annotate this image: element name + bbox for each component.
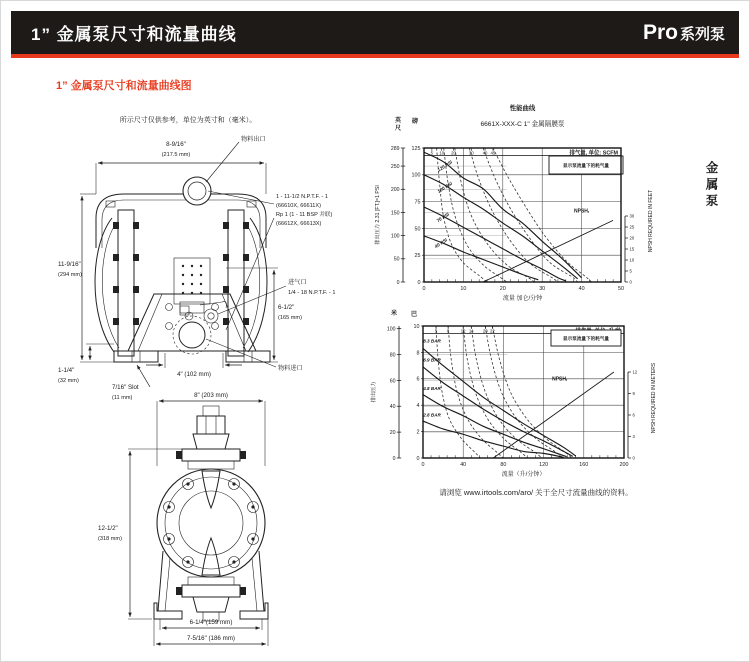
note-box-text: 显示泵流量下的耗气量: [563, 335, 609, 341]
pressure-tick-label: 25: [414, 253, 421, 260]
rect-shape: [118, 210, 134, 356]
rect-shape: [223, 286, 229, 293]
npsh-tick-label: 0: [629, 279, 632, 285]
npsh-tick-label: 6: [632, 412, 635, 418]
air-height-in: 6-1/2": [278, 304, 295, 311]
rect-shape: [113, 222, 119, 229]
npsh-tick-label: 5: [629, 268, 632, 274]
line-shape: [158, 551, 163, 611]
x-tick-label: 120: [539, 462, 549, 468]
pressure-tick-label: 4: [416, 403, 420, 410]
curve-label: 40 PSI: [433, 237, 449, 250]
rect-shape: [106, 201, 115, 207]
line-shape: [206, 339, 276, 367]
inlet-port: [179, 322, 205, 348]
curve-label: 70 PSI: [435, 211, 451, 224]
top-axis-tick-label: 30: [468, 150, 474, 156]
rect-shape: [223, 222, 229, 229]
rect-shape: [176, 451, 182, 459]
muffler-holes: [182, 265, 202, 294]
bottom-flange: [182, 585, 240, 597]
top-flange: [182, 449, 240, 461]
alt-tick-label: 100: [386, 326, 396, 333]
air-consumption-curve: [469, 148, 558, 282]
rect-shape: [247, 201, 256, 207]
circle-shape: [200, 265, 202, 267]
pressure-tick-label: 2: [416, 429, 420, 436]
air-inlet-label: 进气口: [288, 279, 307, 286]
line-shape: [165, 558, 170, 611]
top-axis-tick-label: 22: [489, 328, 495, 334]
circle-shape: [191, 265, 193, 267]
unit-header: 巴: [410, 312, 418, 318]
rect-shape: [223, 318, 229, 325]
pressure-tick-label: 10: [413, 323, 420, 330]
top-axis-tick-label: 40: [482, 150, 488, 156]
x-tick-label: 160: [579, 462, 589, 468]
x-tick-label: 80: [500, 462, 507, 468]
performance-chart-imperial: [369, 99, 701, 311]
top-axis-tick-label: 14: [468, 328, 474, 334]
rect-shape: [180, 306, 189, 315]
circle-shape: [186, 560, 189, 563]
brand-series: 系列泵: [679, 25, 725, 43]
curve-label: 100 PSI: [436, 180, 454, 195]
note-box-text: 显示泵流量下的耗气量: [563, 162, 609, 168]
npsh-tick-label: 12: [632, 369, 638, 375]
rect-shape: [243, 254, 249, 261]
circle-shape: [182, 274, 184, 276]
curve-label: 6.9 BAR: [423, 357, 441, 363]
npsh-axis-title: NPSH REQUIRED IN FEET: [648, 189, 654, 253]
curve-label: 2.8 BAR: [423, 412, 441, 418]
circle-shape: [251, 537, 254, 540]
chart-title: 6661X-XXX-C 1" 金属隔膜泵: [480, 121, 565, 128]
slot-dim: 7/16" Slot: [112, 384, 139, 391]
rect-shape: [243, 286, 249, 293]
alt-tick-label: 0: [396, 279, 400, 286]
pressure-curve: [423, 348, 576, 456]
curve-label: 8.3 BAR: [423, 338, 441, 344]
top-axis-tick-label: 8: [446, 328, 450, 334]
alt-tick-label: 20: [389, 430, 396, 437]
page-header-band: [11, 11, 739, 58]
y-axis-title: 排出压力: [371, 381, 377, 403]
circle-shape: [191, 283, 193, 285]
alt-tick-label: 289: [390, 145, 400, 152]
circle-shape: [166, 323, 173, 330]
circle-shape: [182, 265, 184, 267]
foot-dim-in: 1-1/4": [58, 367, 75, 374]
pressure-tick-label: 6: [416, 376, 420, 383]
line-shape: [206, 142, 239, 182]
circle-shape: [182, 283, 184, 285]
circle-shape: [186, 482, 189, 485]
circle-shape: [200, 274, 202, 276]
alt-tick-label: 60: [389, 378, 396, 385]
npsh-tick-label: 9: [632, 391, 635, 397]
x-tick-label: 20: [499, 286, 506, 292]
circle-shape: [167, 537, 170, 540]
line-shape: [259, 551, 264, 611]
circle-shape: [232, 560, 235, 563]
pressure-tick-label: 100: [411, 172, 421, 179]
port-models-1: (66610X, 66611X): [276, 203, 321, 209]
pump-dimension-drawing: [56, 106, 396, 661]
path-shape: [248, 218, 267, 352]
inlet-width-dim: 4" (102 mm): [177, 371, 211, 378]
rect-shape: [133, 222, 139, 229]
circle-shape: [167, 505, 170, 508]
npsh-axis-title: NPSH REQUIRED IN METERS: [651, 362, 657, 434]
circle-shape: [200, 283, 202, 285]
x-tick-label: 0: [421, 462, 425, 468]
section-subtitle: 1” 金属泵尺寸和流量曲线图: [56, 80, 192, 92]
outlet-label: 物料出口: [241, 136, 266, 143]
x-tick-label: 30: [539, 286, 546, 292]
foot-span-dim: 6-1/4"(159 mm): [189, 619, 233, 626]
rect-shape: [240, 451, 246, 459]
rect-shape: [133, 318, 139, 325]
pressure-tick-label: 125: [411, 145, 421, 152]
pressure-tick-label: 75: [414, 199, 421, 206]
alt-tick-label: 40: [389, 404, 396, 411]
foot-dim-mm: (32 mm): [58, 378, 79, 384]
path-shape: [95, 218, 114, 352]
circle-shape: [232, 482, 235, 485]
side-view: [154, 406, 268, 621]
unit-header: 英: [394, 118, 402, 124]
x-tick-label: 40: [578, 286, 585, 292]
npshr-label: NPSHᵣ: [574, 208, 590, 215]
slot-dim-mm: (11 mm): [112, 395, 133, 401]
top-axis-tick-label: 20: [451, 150, 456, 156]
alt-tick-label: 250: [390, 163, 400, 170]
rect-shape: [188, 461, 234, 469]
alt-tick-label: 100: [390, 233, 400, 240]
rect-shape: [180, 302, 204, 313]
port-models-2: (66612X, 66613X): [276, 221, 322, 227]
rect-shape: [113, 254, 119, 261]
npsh-tick-label: 30: [629, 213, 635, 219]
dimension-note: 所示尺寸仅供参考，单位为英寸和（毫米）。: [119, 117, 257, 124]
top-axis-tick-label: 5: [430, 150, 434, 156]
x-tick-label: 200: [619, 462, 629, 468]
rect-shape: [203, 406, 219, 416]
npsh-tick-label: 15: [629, 246, 635, 252]
x-tick-label: 10: [460, 286, 467, 292]
rect-shape: [188, 577, 234, 585]
alt-tick-label: 80: [389, 352, 396, 359]
pressure-tick-label: 0: [417, 279, 421, 286]
air-consumption-curve: [455, 148, 535, 282]
rect-shape: [176, 587, 182, 595]
y-axis-title: 排出压力 2.31 [FT.]=1 PSI: [375, 185, 381, 245]
npsh-tick-label: 20: [629, 235, 635, 241]
npshr-line: [493, 372, 614, 458]
rect-shape: [133, 254, 139, 261]
air-height-mm: (165 mm): [278, 315, 302, 321]
x-tick-label: 40: [460, 462, 467, 468]
curve-label: 120 PSI: [436, 159, 454, 173]
page-title: 1” 金属泵尺寸和流量曲线: [31, 25, 237, 44]
base-span-dim: 7-5/16" (186 mm): [187, 635, 235, 642]
line-shape: [252, 558, 257, 611]
height-dim-in: 11-9/16": [58, 261, 81, 268]
side-height-in: 12-1/2": [98, 525, 118, 532]
chart-suptitle: 性能曲线: [509, 105, 536, 112]
port-thread-1: 1 - 11-1/2 N.P.T.F. - 1: [276, 194, 329, 200]
circle-shape: [191, 274, 193, 276]
unit-header: 米: [390, 311, 398, 317]
circle-shape: [212, 304, 219, 311]
path-shape: [193, 597, 229, 612]
top-axis-tick-label: 12: [460, 328, 466, 334]
side-height-mm: (318 mm): [98, 536, 122, 542]
npsh-tick-label: 25: [629, 224, 635, 230]
height-dim-mm: (294 mm): [58, 272, 82, 278]
brand-pro: Pro: [642, 20, 678, 44]
top-axis-label: 排气量, 单位: SCFM: [569, 150, 618, 157]
width-dim-mm: (217.5 mm): [161, 152, 191, 158]
x-tick-label: 50: [618, 286, 624, 292]
rect-shape: [133, 286, 139, 293]
page-edge-tab: 金属泵: [704, 161, 718, 211]
air-inlet-port: [204, 309, 218, 323]
pump-body: [157, 469, 265, 577]
x-axis-title: 流量（升/分钟）: [501, 472, 546, 478]
front-view-annotations: [58, 135, 335, 401]
rect-shape: [223, 254, 229, 261]
circle-shape: [166, 304, 173, 311]
pressure-tick-label: 8: [416, 350, 420, 357]
air-inlet-thread: 1/4 - 18 N.P.T.F. - 1: [288, 290, 336, 296]
rect-shape: [197, 416, 225, 434]
alt-tick-label: 150: [390, 210, 400, 217]
path-shape: [96, 194, 266, 248]
x-axis-title: 流量 加仑/分钟: [502, 296, 543, 302]
port-thread-2: Rp 1 (1 - 11 BSP 并联): [276, 212, 333, 218]
unit-header: 磅: [411, 119, 419, 125]
top-axis-tick-label: 45: [490, 150, 496, 156]
npsh-tick-label: 10: [629, 257, 635, 263]
circle-shape: [208, 313, 214, 319]
rect-shape: [243, 222, 249, 229]
path-shape: [102, 200, 260, 248]
rect-shape: [240, 587, 246, 595]
line-shape: [208, 191, 274, 204]
curve-label: 4.8 BAR: [423, 386, 441, 392]
rect-shape: [113, 286, 119, 293]
top-axis-tick-label: 20: [482, 328, 488, 334]
alt-tick-label: 0: [392, 455, 396, 462]
inlet-label: 物料进口: [278, 365, 303, 372]
npshr-label: NPSHᵣ: [552, 376, 568, 383]
circle-shape: [251, 505, 254, 508]
brand-lockup: [643, 21, 739, 45]
front-view: [95, 177, 270, 362]
alt-tick-label: 200: [390, 187, 400, 194]
footer-url-note: 请浏览 www.irtools.com/aro/ 关于全尺寸流量曲线的资料。: [439, 488, 633, 497]
npsh-tick-label: 0: [632, 455, 635, 461]
circle-shape: [188, 182, 206, 200]
line-shape: [137, 365, 150, 387]
npsh-tick-label: 3: [632, 434, 635, 440]
width-dim-in: 8-9/16": [166, 141, 186, 148]
rect-shape: [228, 210, 244, 356]
unit-header: 尺: [394, 126, 402, 132]
path-shape: [193, 434, 229, 449]
air-consumption-curve: [460, 326, 527, 458]
rect-shape: [113, 318, 119, 325]
pressure-tick-label: 50: [414, 226, 421, 233]
path-shape: [102, 222, 119, 348]
top-axis-tick-label: 10: [439, 150, 445, 156]
alt-tick-label: 50: [393, 256, 400, 263]
performance-chart-metric: [369, 299, 701, 487]
top-axis-tick-label: 5: [434, 328, 438, 334]
pressure-tick-label: 0: [416, 455, 420, 462]
circle-shape: [212, 323, 219, 330]
x-tick-label: 0: [422, 286, 426, 292]
side-width-dim: 8" (203 mm): [194, 392, 228, 399]
